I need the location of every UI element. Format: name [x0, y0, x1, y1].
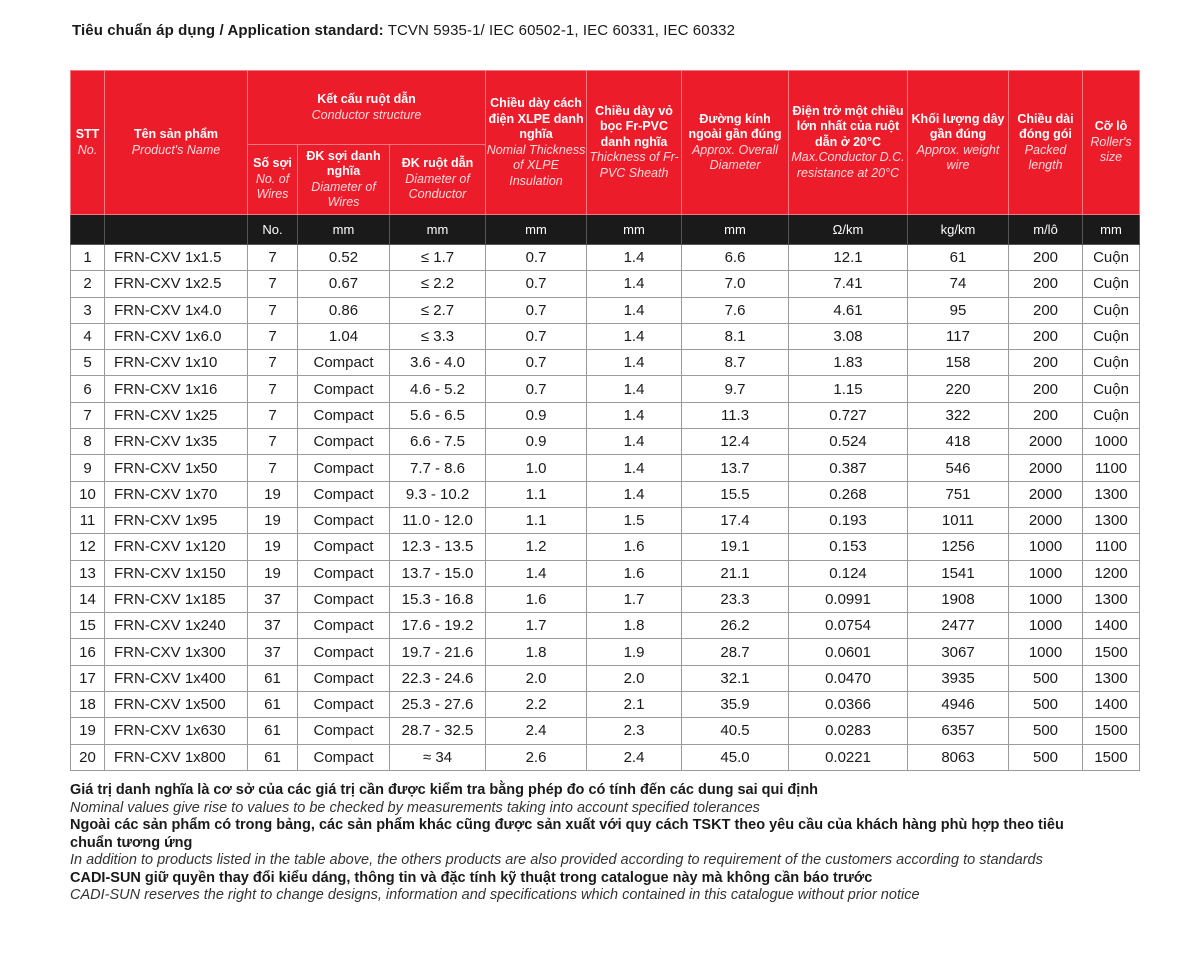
table-cell: Compact	[298, 402, 390, 428]
table-cell: 2000	[1009, 429, 1083, 455]
table-cell: 1.6	[587, 534, 682, 560]
note-1-vn: Giá trị danh nghĩa là cơ sở của các giá trị cần được kiểm tra bằng phép đo có tính đến các dung sai qui định	[70, 782, 819, 798]
table-row	[71, 429, 1140, 455]
table-body	[71, 245, 1140, 771]
table-cell: FRN-CXV 1x4.0	[105, 297, 248, 323]
table-row	[71, 718, 1140, 744]
table-cell: FRN-CXV 1x500	[105, 692, 248, 718]
table-cell: 20	[71, 744, 105, 770]
col-conductor-diameter: ĐK ruột dẫn Diameter of Conductor	[390, 145, 486, 215]
table-row	[71, 350, 1140, 376]
col-weight: Khối lượng dây gần đúng Approx. weight wire	[908, 71, 1009, 215]
table-cell: 7.7 - 8.6	[390, 455, 486, 481]
table-row	[71, 507, 1140, 533]
table-cell: 45.0	[682, 744, 789, 770]
table-cell: 1.8	[486, 639, 587, 665]
table-cell: 5.6 - 6.5	[390, 402, 486, 428]
table-cell: 0.193	[789, 507, 908, 533]
table-cell: 1.4	[587, 297, 682, 323]
col-conductor-structure: Kết cấu ruột dẫn Conductor structure	[248, 71, 486, 145]
table-cell: 6	[71, 376, 105, 402]
table-row	[71, 665, 1140, 691]
footnotes	[70, 782, 1100, 905]
table-cell: 1.1	[486, 507, 587, 533]
table-row	[71, 692, 1140, 718]
table-cell: 17.4	[682, 507, 789, 533]
table-cell: Cuộn	[1083, 271, 1140, 297]
table-cell: Compact	[298, 586, 390, 612]
table-cell: 12	[71, 534, 105, 560]
table-cell: 6357	[908, 718, 1009, 744]
table-cell: 40.5	[682, 718, 789, 744]
table-cell: 2.1	[587, 692, 682, 718]
col-product-name: Tên sản phẩm Product's Name	[105, 71, 248, 215]
table-cell: 1.7	[587, 586, 682, 612]
table-cell: 1.5	[587, 507, 682, 533]
table-cell: 95	[908, 297, 1009, 323]
table-cell: ≈ 34	[390, 744, 486, 770]
table-cell: 1541	[908, 560, 1009, 586]
table-cell: 11.3	[682, 402, 789, 428]
table-cell: 10	[71, 481, 105, 507]
table-cell: Cuộn	[1083, 402, 1140, 428]
table-cell: 0.86	[298, 297, 390, 323]
table-cell: 6.6	[682, 245, 789, 271]
table-row	[71, 402, 1140, 428]
unit-cell: mm	[587, 215, 682, 245]
table-cell: 4.61	[789, 297, 908, 323]
table-row	[71, 323, 1140, 349]
table-cell: 2000	[1009, 455, 1083, 481]
table-cell: 500	[1009, 692, 1083, 718]
unit-cell: mm	[1083, 215, 1140, 245]
table-cell: 1300	[1083, 665, 1140, 691]
table-cell: 1200	[1083, 560, 1140, 586]
table-row	[71, 297, 1140, 323]
table-cell: 322	[908, 402, 1009, 428]
table-cell: 15.3 - 16.8	[390, 586, 486, 612]
table-cell: 200	[1009, 350, 1083, 376]
table-cell: 0.9	[486, 429, 587, 455]
col-packed-length: Chiều dài đóng gói Packed length	[1009, 71, 1083, 215]
table-row	[71, 534, 1140, 560]
table-cell: 7	[248, 455, 298, 481]
table-cell: 0.0470	[789, 665, 908, 691]
table-cell: FRN-CXV 1x240	[105, 613, 248, 639]
table-cell: 26.2	[682, 613, 789, 639]
table-cell: 2.0	[587, 665, 682, 691]
table-row	[71, 245, 1140, 271]
table-cell: 117	[908, 323, 1009, 349]
table-cell: 0.67	[298, 271, 390, 297]
table-cell: 546	[908, 455, 1009, 481]
table-cell: Compact	[298, 350, 390, 376]
table-cell: 35.9	[682, 692, 789, 718]
table-cell: 0.727	[789, 402, 908, 428]
table-row	[71, 481, 1140, 507]
table-cell: 15.5	[682, 481, 789, 507]
table-cell: Compact	[298, 718, 390, 744]
table-cell: 1000	[1009, 534, 1083, 560]
table-cell: 1500	[1083, 744, 1140, 770]
table-cell: 1908	[908, 586, 1009, 612]
col-resistance: Điện trở một chiều lớn nhất của ruột dẫn ở 20°C Max.Conductor D.C. resistance at 20°C	[789, 71, 908, 215]
table-cell: 4	[71, 323, 105, 349]
table-cell: FRN-CXV 1x2.5	[105, 271, 248, 297]
table-cell: 2.2	[486, 692, 587, 718]
table-cell: 7	[248, 402, 298, 428]
table-cell: 1000	[1083, 429, 1140, 455]
table-cell: 2	[71, 271, 105, 297]
table-cell: 500	[1009, 744, 1083, 770]
table-cell: 1.4	[587, 271, 682, 297]
table-cell: 7	[248, 429, 298, 455]
table-cell: 0.268	[789, 481, 908, 507]
table-cell: 19	[248, 507, 298, 533]
table-cell: 0.0601	[789, 639, 908, 665]
unit-cell: m/lô	[1009, 215, 1083, 245]
table-cell: 0.0991	[789, 586, 908, 612]
table-cell: 13	[71, 560, 105, 586]
table-cell: 1000	[1009, 613, 1083, 639]
table-cell: 1100	[1083, 455, 1140, 481]
table-cell: 13.7 - 15.0	[390, 560, 486, 586]
table-cell: 0.524	[789, 429, 908, 455]
table-row	[71, 639, 1140, 665]
table-cell: 3.6 - 4.0	[390, 350, 486, 376]
table-cell: ≤ 2.7	[390, 297, 486, 323]
table-cell: 1300	[1083, 507, 1140, 533]
table-cell: 2000	[1009, 481, 1083, 507]
table-cell: 1.1	[486, 481, 587, 507]
table-cell: 2000	[1009, 507, 1083, 533]
table-cell: 200	[1009, 402, 1083, 428]
table-cell: 7.6	[682, 297, 789, 323]
table-cell: 19	[71, 718, 105, 744]
table-row	[71, 586, 1140, 612]
table-cell: 8063	[908, 744, 1009, 770]
table-cell: FRN-CXV 1x6.0	[105, 323, 248, 349]
table-cell: 11.0 - 12.0	[390, 507, 486, 533]
table-cell: 2.6	[486, 744, 587, 770]
table-cell: 1000	[1009, 639, 1083, 665]
table-cell: ≤ 3.3	[390, 323, 486, 349]
table-cell: 5	[71, 350, 105, 376]
table-cell: 0.7	[486, 271, 587, 297]
table-cell: 61	[248, 665, 298, 691]
table-cell: Cuộn	[1083, 245, 1140, 271]
table-cell: 3.08	[789, 323, 908, 349]
note-3-en: CADI-SUN reserves the right to change designs, information and specifications which contained in this catalogue without prior notice	[70, 887, 920, 903]
table-cell: Compact	[298, 481, 390, 507]
col-sheath-thickness: Chiều dày vỏ bọc Fr-PVC danh nghĩa Thickness of Fr-PVC Sheath	[587, 71, 682, 215]
table-cell: Compact	[298, 455, 390, 481]
table-cell: 28.7 - 32.5	[390, 718, 486, 744]
table-cell: Cuộn	[1083, 323, 1140, 349]
table-cell: 1.4	[587, 376, 682, 402]
table-cell: 18	[71, 692, 105, 718]
table-cell: 1400	[1083, 692, 1140, 718]
table-cell: Cuộn	[1083, 350, 1140, 376]
table-cell: ≤ 2.2	[390, 271, 486, 297]
table-cell: 23.3	[682, 586, 789, 612]
table-cell: FRN-CXV 1x25	[105, 402, 248, 428]
table-cell: 1.83	[789, 350, 908, 376]
table-cell: 1300	[1083, 481, 1140, 507]
table-cell: 1.4	[587, 402, 682, 428]
table-cell: Compact	[298, 613, 390, 639]
table-cell: Cuộn	[1083, 297, 1140, 323]
table-cell: 12.3 - 13.5	[390, 534, 486, 560]
table-cell: FRN-CXV 1x150	[105, 560, 248, 586]
table-cell: 2.4	[587, 744, 682, 770]
table-cell: 7	[248, 297, 298, 323]
table-cell: 12.1	[789, 245, 908, 271]
table-cell: 1.15	[789, 376, 908, 402]
table-cell: 16	[71, 639, 105, 665]
table-cell: 8.7	[682, 350, 789, 376]
table-cell: 0.7	[486, 376, 587, 402]
table-cell: Compact	[298, 744, 390, 770]
table-cell: 1.4	[587, 481, 682, 507]
note-1-en: Nominal values give rise to values to be checked by measurements taking into account specified tolerances	[70, 799, 760, 816]
table-cell: Compact	[298, 534, 390, 560]
table-cell: 0.153	[789, 534, 908, 560]
col-stt: STT No.	[71, 71, 105, 215]
table-cell: 1400	[1083, 613, 1140, 639]
table-cell: 1000	[1009, 586, 1083, 612]
table-cell: 1.4	[587, 323, 682, 349]
table-cell: Compact	[298, 376, 390, 402]
table-cell: FRN-CXV 1x1.5	[105, 245, 248, 271]
table-cell: 7.0	[682, 271, 789, 297]
unit-cell: mm	[298, 215, 390, 245]
table-cell: 37	[248, 586, 298, 612]
table-cell: 1300	[1083, 586, 1140, 612]
table-cell: 0.7	[486, 323, 587, 349]
table-cell: 61	[248, 692, 298, 718]
col-roller-size: Cỡ lô Roller's size	[1083, 71, 1140, 215]
table-cell: 0.387	[789, 455, 908, 481]
table-cell: 0.7	[486, 245, 587, 271]
table-cell: 2.4	[486, 718, 587, 744]
note-2-vn: Ngoài các sản phẩm có trong bảng, các sản phẩm khác cũng được sản xuất với quy cách TSKT theo yêu cầu của khách hàng phù hợp theo tiêu chuẩn tương ứng	[70, 817, 1064, 851]
table-cell: 6.6 - 7.5	[390, 429, 486, 455]
table-cell: 1.0	[486, 455, 587, 481]
table-cell: 9.7	[682, 376, 789, 402]
col-xlpe-thickness: Chiều dày cách điện XLPE danh nghĩa Nomial Thickness of XLPE Insulation	[486, 71, 587, 215]
table-cell: 19	[248, 534, 298, 560]
unit-cell: mm	[486, 215, 587, 245]
table-row	[71, 560, 1140, 586]
table-cell: 1000	[1009, 560, 1083, 586]
table-cell: FRN-CXV 1x10	[105, 350, 248, 376]
table-cell: 0.0366	[789, 692, 908, 718]
table-cell: 12.4	[682, 429, 789, 455]
table-cell: 32.1	[682, 665, 789, 691]
table-cell: FRN-CXV 1x95	[105, 507, 248, 533]
table-cell: 200	[1009, 297, 1083, 323]
table-cell: 2.0	[486, 665, 587, 691]
table-cell: 61	[248, 744, 298, 770]
table-cell: 1011	[908, 507, 1009, 533]
table-cell: 1.7	[486, 613, 587, 639]
table-cell: 4946	[908, 692, 1009, 718]
table-cell: 2.3	[587, 718, 682, 744]
table-cell: 1.04	[298, 323, 390, 349]
table-cell: 200	[1009, 323, 1083, 349]
table-cell: 0.7	[486, 297, 587, 323]
table-row	[71, 271, 1140, 297]
table-cell: 37	[248, 639, 298, 665]
table-cell: 1.6	[587, 560, 682, 586]
table-cell: 1.4	[587, 429, 682, 455]
table-cell: 200	[1009, 245, 1083, 271]
table-cell: FRN-CXV 1x35	[105, 429, 248, 455]
table-cell: 14	[71, 586, 105, 612]
cable-spec-table	[70, 70, 1140, 771]
table-cell: FRN-CXV 1x185	[105, 586, 248, 612]
unit-cell: No.	[248, 215, 298, 245]
table-cell: 1100	[1083, 534, 1140, 560]
unit-cell: kg/km	[908, 215, 1009, 245]
table-cell: 500	[1009, 718, 1083, 744]
table-cell: 19	[248, 560, 298, 586]
table-cell: 17.6 - 19.2	[390, 613, 486, 639]
table-cell: 74	[908, 271, 1009, 297]
table-cell: ≤ 1.7	[390, 245, 486, 271]
table-cell: FRN-CXV 1x300	[105, 639, 248, 665]
table-cell: Compact	[298, 429, 390, 455]
table-cell: FRN-CXV 1x50	[105, 455, 248, 481]
unit-cell: mm	[390, 215, 486, 245]
table-cell: 7	[71, 402, 105, 428]
table-cell: 0.0221	[789, 744, 908, 770]
table-cell: 9.3 - 10.2	[390, 481, 486, 507]
table-cell: 19.7 - 21.6	[390, 639, 486, 665]
table-cell: Compact	[298, 639, 390, 665]
table-cell: 3067	[908, 639, 1009, 665]
standard-value: TCVN 5935-1/ IEC 60502-1, IEC 60331, IEC 60332	[383, 22, 736, 39]
table-cell: 3	[71, 297, 105, 323]
table-cell: 0.0754	[789, 613, 908, 639]
table-cell: 9	[71, 455, 105, 481]
unit-cell: mm	[682, 215, 789, 245]
table-cell: 1.9	[587, 639, 682, 665]
table-cell: 28.7	[682, 639, 789, 665]
table-cell: 220	[908, 376, 1009, 402]
table-cell: 200	[1009, 376, 1083, 402]
table-cell: 1.4	[587, 245, 682, 271]
table-cell: Compact	[298, 560, 390, 586]
table-cell: FRN-CXV 1x630	[105, 718, 248, 744]
table-cell: 1.4	[486, 560, 587, 586]
table-cell: 418	[908, 429, 1009, 455]
table-cell: 8	[71, 429, 105, 455]
standard-label: Tiêu chuẩn áp dụng / Application standard:	[72, 22, 384, 39]
table-cell: 17	[71, 665, 105, 691]
table-cell: 7	[248, 271, 298, 297]
table-cell: 1.4	[587, 455, 682, 481]
table-cell: 4.6 - 5.2	[390, 376, 486, 402]
table-cell: 0.124	[789, 560, 908, 586]
table-cell: 7	[248, 350, 298, 376]
table-cell: 7	[248, 323, 298, 349]
table-cell: 7	[248, 376, 298, 402]
application-standard	[72, 22, 735, 39]
table-cell: 19.1	[682, 534, 789, 560]
table-cell: Compact	[298, 692, 390, 718]
table-cell: 21.1	[682, 560, 789, 586]
table-cell: 11	[71, 507, 105, 533]
table-cell: 1.4	[587, 350, 682, 376]
table-cell: FRN-CXV 1x16	[105, 376, 248, 402]
table-cell: 8.1	[682, 323, 789, 349]
table-cell: 13.7	[682, 455, 789, 481]
table-cell: 1.8	[587, 613, 682, 639]
table-cell: FRN-CXV 1x70	[105, 481, 248, 507]
col-no-of-wires: Số sợi No. of Wires	[248, 145, 298, 215]
table-cell: 0.7	[486, 350, 587, 376]
table-cell: 2477	[908, 613, 1009, 639]
table-row	[71, 455, 1140, 481]
table-cell: 19	[248, 481, 298, 507]
table-cell: 37	[248, 613, 298, 639]
table-cell: 1256	[908, 534, 1009, 560]
table-cell: 7.41	[789, 271, 908, 297]
table-cell: 1	[71, 245, 105, 271]
unit-cell: Ω/km	[789, 215, 908, 245]
table-cell: 0.9	[486, 402, 587, 428]
table-cell: 15	[71, 613, 105, 639]
table-row	[71, 376, 1140, 402]
units-row	[71, 215, 1140, 245]
table-cell: 25.3 - 27.6	[390, 692, 486, 718]
table-cell: 61	[908, 245, 1009, 271]
table-cell: 1500	[1083, 639, 1140, 665]
table-cell: FRN-CXV 1x400	[105, 665, 248, 691]
table-cell: 0.0283	[789, 718, 908, 744]
table-cell: Compact	[298, 665, 390, 691]
col-wire-diameter: ĐK sợi danh nghĩa Diameter of Wires	[298, 145, 390, 215]
table-cell: 751	[908, 481, 1009, 507]
table-cell: 61	[248, 718, 298, 744]
table-cell: 7	[248, 245, 298, 271]
note-2-en: In addition to products listed in the table above, the others products are also provided according to requirement of the customers according to standards	[70, 852, 1043, 868]
table-cell: 0.52	[298, 245, 390, 271]
table-cell: 22.3 - 24.6	[390, 665, 486, 691]
table-row	[71, 613, 1140, 639]
table-cell: Cuộn	[1083, 376, 1140, 402]
table-cell: 158	[908, 350, 1009, 376]
table-cell: 500	[1009, 665, 1083, 691]
table-cell: FRN-CXV 1x800	[105, 744, 248, 770]
col-overall-diameter: Đường kính ngoài gần đúng Approx. Overall Diameter	[682, 71, 789, 215]
table-cell: 3935	[908, 665, 1009, 691]
table-cell: 1.2	[486, 534, 587, 560]
table-cell: 200	[1009, 271, 1083, 297]
table-cell: Compact	[298, 507, 390, 533]
table-row	[71, 744, 1140, 770]
table-cell: FRN-CXV 1x120	[105, 534, 248, 560]
table-cell: 1500	[1083, 718, 1140, 744]
table-cell: 1.6	[486, 586, 587, 612]
note-3-vn: CADI-SUN giữ quyền thay đổi kiểu dáng, thông tin và đặc tính kỹ thuật trong catalogue này mà không cần báo trước	[70, 869, 873, 886]
